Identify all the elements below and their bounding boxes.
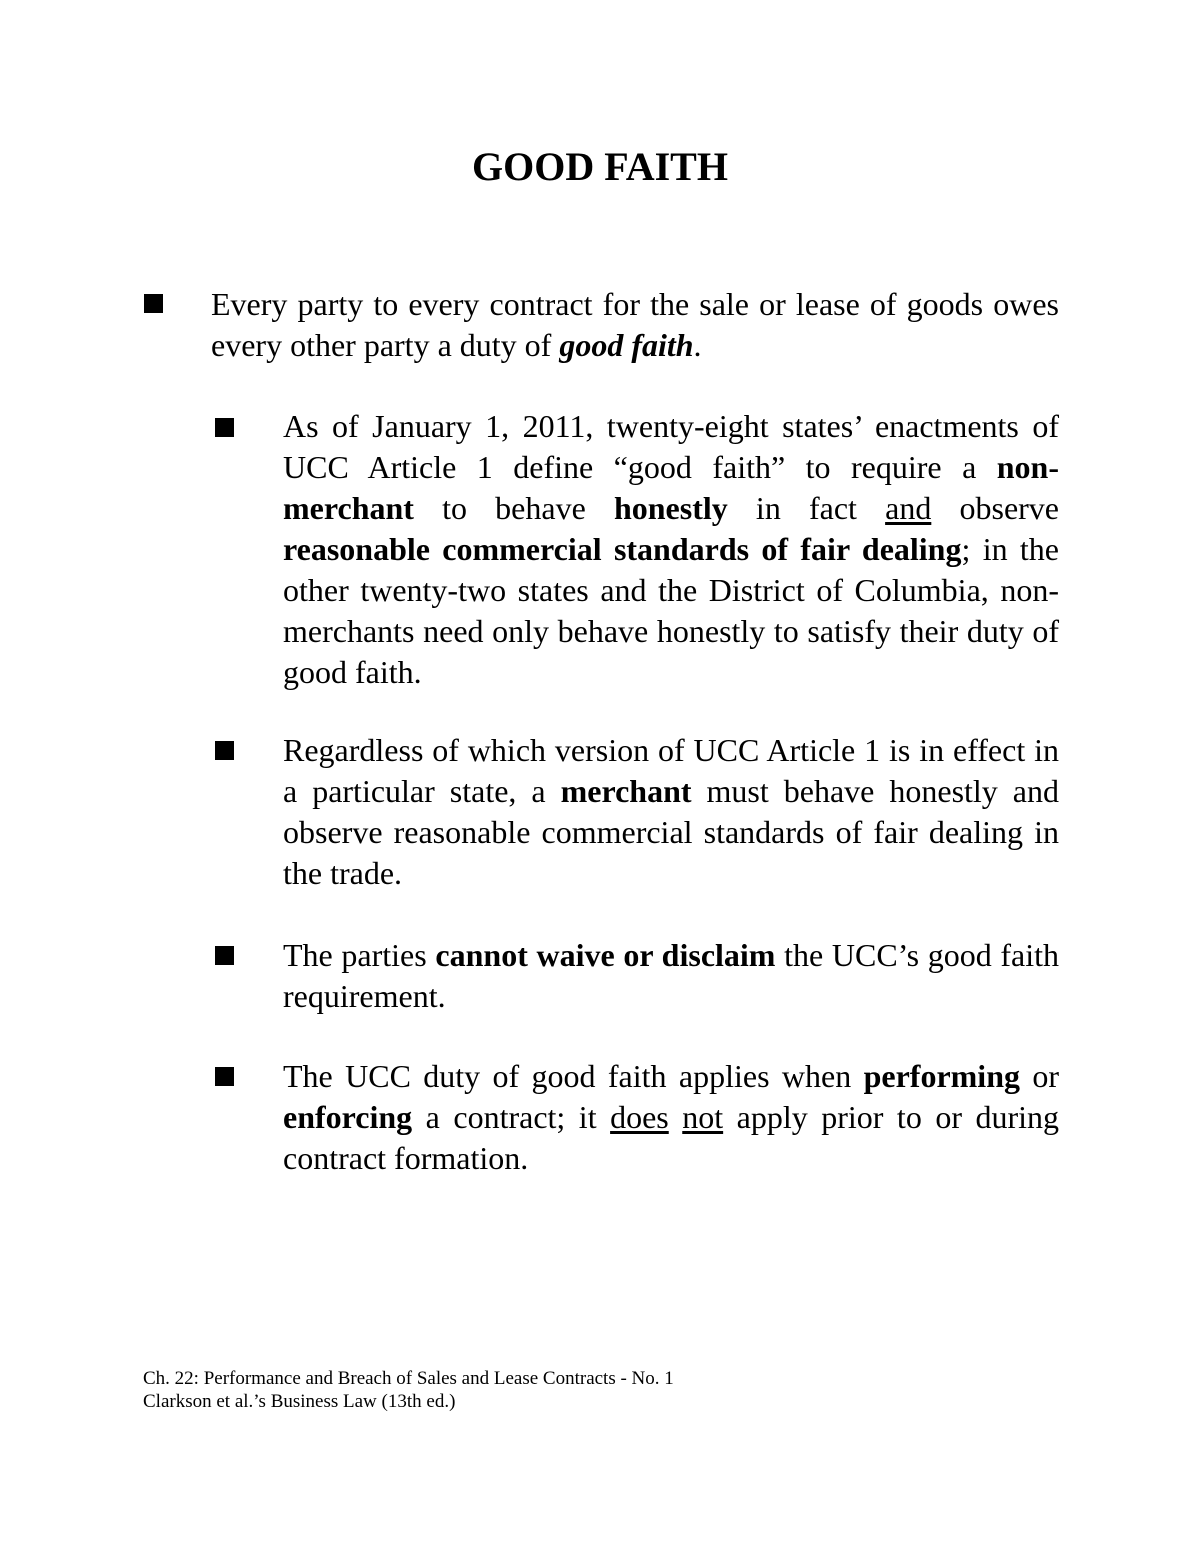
bullet-square-icon [215, 418, 234, 437]
bullet-square-icon [215, 946, 234, 965]
bullet-paragraph-3: Regardless of which version of UCC Article 1 is in effect in a particular state, a merchant must behave honestly and observe reasonable commercial standards of fair dealing in the trade. [283, 732, 1059, 891]
emphasis-non-merchant: non-merchant [283, 449, 1059, 526]
footer [143, 1367, 674, 1413]
emphasis-good-faith: good faith [559, 327, 694, 363]
emphasis-enforcing: enforcing [283, 1099, 413, 1135]
bullet-paragraph-2: As of January 1, 2011, twenty-eight states’ enactments of UCC Article 1 define “good faith” to require a non-merchant to behave honestly in fact and observe reasonable commercial standards of fair dealing; in the other twenty-two states and the District of Columbia, non-merchants need only behave honestly to satisfy their duty of good faith. [283, 408, 1060, 690]
emphasis-reasonable-standards: reasonable commercial standards of fair dealing [283, 531, 962, 567]
bullet-paragraph-1: Every party to every contract for the sale or lease of goods owes every other party a duty of good faith. [211, 286, 1059, 363]
emphasis-cannot-waive: cannot waive or disclaim [435, 937, 776, 973]
emphasis-performing: performing [863, 1058, 1020, 1094]
bullet-square-icon [144, 294, 163, 313]
underline-not: not [682, 1099, 724, 1135]
bullet-square-icon [215, 741, 234, 760]
footer-source-line: Clarkson et al.’s Business Law (13th ed.) [143, 1391, 456, 1412]
footer-chapter-line: Ch. 22: Performance and Breach of Sales and Lease Contracts - No. 1 [143, 1368, 674, 1389]
underline-and: and [885, 490, 932, 526]
emphasis-honestly: honestly [613, 490, 728, 526]
bullet-paragraph-4: The parties cannot waive or disclaim the UCC’s good faith requirement. [283, 937, 1060, 1014]
underline-does: does [610, 1099, 669, 1135]
emphasis-merchant: merchant [560, 773, 692, 809]
bullet-square-icon [215, 1067, 234, 1086]
page-title: GOOD FAITH [472, 144, 728, 189]
bullet-paragraph-5: The UCC duty of good faith applies when performing or enforcing a contract; it does not apply prior to or during contract formation. [283, 1058, 1060, 1176]
